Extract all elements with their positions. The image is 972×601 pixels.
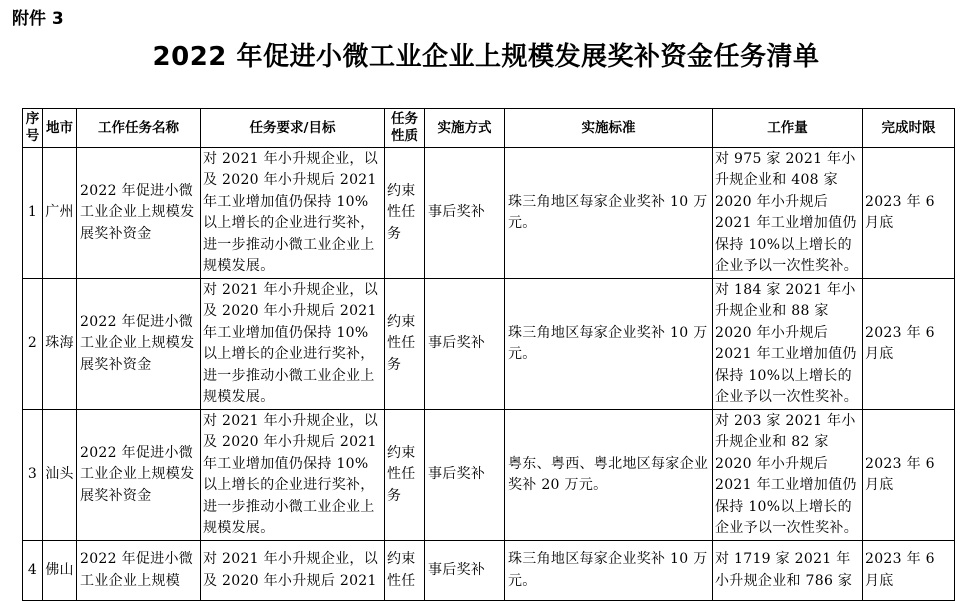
cell-task: 2022 年促进小微工业企业上规模 bbox=[77, 541, 201, 601]
cell-method: 事后奖补 bbox=[425, 541, 505, 601]
cell-workload: 对 203 家 2021 年小升规企业和 82 家 2020 年小升规后 2021 年工业增加值仍保持 10%以上增长的企业予以一次性奖补。 bbox=[713, 410, 863, 541]
cell-city: 珠海 bbox=[43, 279, 77, 410]
cell-city: 广州 bbox=[43, 148, 77, 279]
cell-requirement: 对 2021 年小升规企业，以及 2020 年小升规后 2021 bbox=[201, 541, 385, 601]
cell-standard: 珠三角地区每家企业奖补 10 万元。 bbox=[505, 279, 713, 410]
cell-workload: 对 975 家 2021 年小升规企业和 408 家 2020 年小升规后 2021 年工业增加值仍保持 10%以上增长的企业予以一次性奖补。 bbox=[713, 148, 863, 279]
table-row bbox=[23, 279, 955, 410]
table-row bbox=[23, 148, 955, 279]
cell-method: 事后奖补 bbox=[425, 279, 505, 410]
col-header-standard: 实施标准 bbox=[505, 109, 713, 148]
table-row bbox=[23, 410, 955, 541]
cell-deadline: 2023 年 6 月底 bbox=[863, 148, 955, 279]
cell-requirement: 对 2021 年小升规企业，以及 2020 年小升规后 2021 年工业增加值仍保持 10%以上增长的企业进行奖补，进一步推动小微工业企业上规模发展。 bbox=[201, 279, 385, 410]
cell-deadline: 2023 年 6 月底 bbox=[863, 279, 955, 410]
col-header-deadline: 完成时限 bbox=[863, 109, 955, 148]
cell-workload: 对 1719 家 2021 年小升规企业和 786 家 bbox=[713, 541, 863, 601]
cell-requirement: 对 2021 年小升规企业，以及 2020 年小升规后 2021 年工业增加值仍保持 10%以上增长的企业进行奖补，进一步推动小微工业企业上规模发展。 bbox=[201, 148, 385, 279]
cell-nature: 约束性任 bbox=[385, 541, 425, 601]
col-header-no: 序号 bbox=[23, 109, 43, 148]
cell-no: 4 bbox=[23, 541, 43, 601]
page-title: 2022 年促进小微工业企业上规模发展奖补资金任务清单 bbox=[152, 42, 820, 72]
cell-task: 2022 年促进小微工业企业上规模发展奖补资金 bbox=[77, 410, 201, 541]
cell-deadline: 2023 年 6 月底 bbox=[863, 541, 955, 601]
col-header-requirement: 任务要求/目标 bbox=[201, 109, 385, 148]
task-table bbox=[22, 108, 955, 601]
attachment-label: 附件 3 bbox=[12, 9, 64, 29]
col-header-workload: 工作量 bbox=[713, 109, 863, 148]
cell-method: 事后奖补 bbox=[425, 410, 505, 541]
cell-requirement: 对 2021 年小升规企业，以及 2020 年小升规后 2021 年工业增加值仍保持 10%以上增长的企业进行奖补，进一步推动小微工业企业上规模发展。 bbox=[201, 410, 385, 541]
col-header-nature: 任务性质 bbox=[385, 109, 425, 148]
cell-city: 汕头 bbox=[43, 410, 77, 541]
cell-standard: 珠三角地区每家企业奖补 10 万元。 bbox=[505, 148, 713, 279]
cell-task: 2022 年促进小微工业企业上规模发展奖补资金 bbox=[77, 279, 201, 410]
cell-standard: 粤东、粤西、粤北地区每家企业奖补 20 万元。 bbox=[505, 410, 713, 541]
col-header-city: 地市 bbox=[43, 109, 77, 148]
table-header-row bbox=[23, 109, 955, 148]
cell-nature: 约束性任务 bbox=[385, 148, 425, 279]
cell-deadline: 2023 年 6 月底 bbox=[863, 410, 955, 541]
col-header-method: 实施方式 bbox=[425, 109, 505, 148]
cell-nature: 约束性任务 bbox=[385, 279, 425, 410]
cell-workload: 对 184 家 2021 年小升规企业和 88 家 2020 年小升规后 2021 年工业增加值仍保持 10%以上增长的企业予以一次性奖补。 bbox=[713, 279, 863, 410]
cell-nature: 约束性任务 bbox=[385, 410, 425, 541]
col-header-task: 工作任务名称 bbox=[77, 109, 201, 148]
cell-city: 佛山 bbox=[43, 541, 77, 601]
cell-no: 2 bbox=[23, 279, 43, 410]
cell-task: 2022 年促进小微工业企业上规模发展奖补资金 bbox=[77, 148, 201, 279]
cell-no: 1 bbox=[23, 148, 43, 279]
cell-standard: 珠三角地区每家企业奖补 10 万元。 bbox=[505, 541, 713, 601]
cell-no: 3 bbox=[23, 410, 43, 541]
cell-method: 事后奖补 bbox=[425, 148, 505, 279]
